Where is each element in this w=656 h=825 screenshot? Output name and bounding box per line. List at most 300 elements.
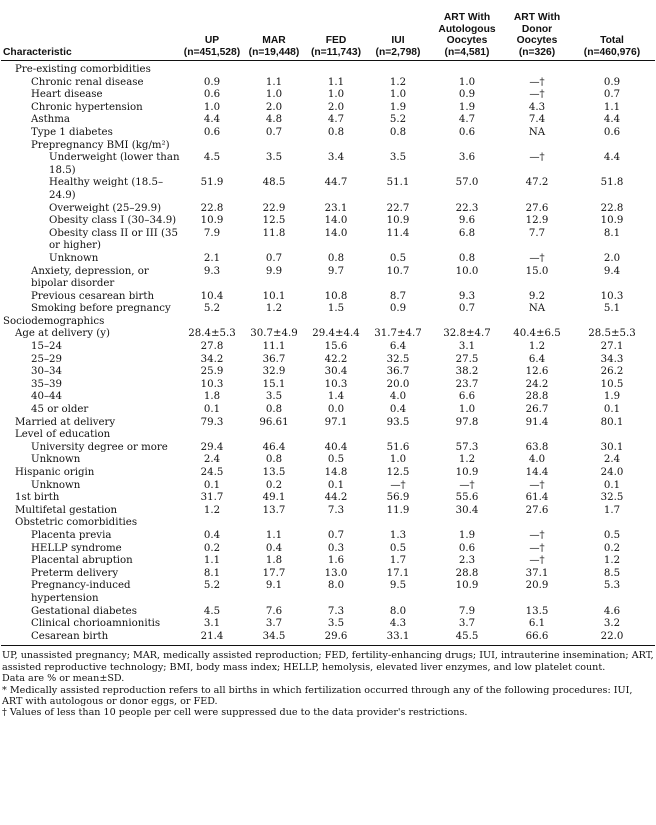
cell-mar	[243, 429, 305, 442]
cell-mar: 34.5	[262, 630, 286, 642]
table-row	[1, 530, 655, 543]
cell-total: 34.3	[600, 353, 624, 365]
cell-total: 30.1	[600, 441, 624, 453]
cell-iui: 8.7	[389, 290, 407, 302]
cell-iui: 0.5	[389, 252, 407, 264]
cell-up: 0.4	[203, 529, 221, 541]
table-row	[1, 454, 655, 467]
table-row	[1, 467, 655, 480]
cell-iui: 36.7	[386, 366, 410, 378]
table-row	[1, 568, 655, 581]
cell-iui: 4.0	[389, 391, 407, 403]
cell-art_donor	[505, 316, 569, 329]
cell-fed: 14.8	[324, 467, 348, 478]
cell-mar: 4.8	[265, 114, 283, 126]
row-label: Type 1 diabetes	[31, 126, 113, 138]
row-label: Heart disease	[31, 89, 103, 101]
cell-up	[181, 429, 243, 442]
cell-up: 34.2	[200, 353, 224, 365]
column-header-art_auto	[429, 0, 505, 61]
cell-mar: 10.1	[262, 290, 286, 302]
cell-up: 25.9	[200, 366, 224, 378]
cell-art_donor: 6.1	[528, 618, 546, 630]
cell-art_donor	[505, 140, 569, 153]
cell-fed: 7.3	[327, 605, 345, 617]
cell-total: 0.5	[603, 529, 621, 541]
table-row	[1, 391, 655, 404]
cell-art_donor: 47.2	[525, 177, 549, 189]
cell-up: 31.7	[200, 492, 224, 504]
cell-mar: 3.5	[265, 152, 283, 164]
row-label: 35–39	[31, 378, 63, 390]
table-row	[1, 253, 655, 266]
cell-mar: 0.7	[265, 126, 283, 138]
cell-art_donor: 6.4	[528, 353, 546, 365]
cell-art_auto: 45.5	[455, 630, 479, 642]
cell-iui: 5.2	[389, 114, 407, 126]
cell-art_donor: —†	[529, 542, 545, 554]
cell-mar: 3.7	[265, 618, 283, 630]
cell-art_auto: 57.0	[455, 177, 479, 189]
table-row	[1, 442, 655, 455]
cell-fed: 15.6	[324, 341, 348, 353]
cell-mar: 12.5	[262, 215, 286, 227]
column-header-label: FED	[325, 35, 347, 46]
column-header-art_donor	[505, 0, 569, 61]
cell-iui: 11.9	[386, 504, 410, 516]
column-header-n: (n=11,743)	[310, 46, 362, 58]
cell-up: 10.9	[200, 215, 224, 227]
cell-mar: 7.6	[265, 605, 283, 617]
cell-iui	[367, 61, 429, 77]
cell-art_donor	[505, 429, 569, 442]
cell-mar: 32.9	[262, 366, 286, 378]
cell-up: 27.8	[200, 341, 224, 353]
cell-art_donor: 27.6	[525, 202, 549, 214]
cell-mar: 3.5	[265, 391, 283, 403]
cell-art_auto: 38.2	[455, 366, 479, 378]
cell-up: 3.1	[203, 618, 221, 630]
cell-up: 4.4	[203, 114, 221, 126]
cell-fed: 8.0	[327, 580, 345, 592]
row-label: Married at delivery	[15, 416, 116, 428]
cell-art_auto	[429, 61, 505, 77]
cell-up: 10.4	[200, 290, 224, 302]
table-row	[1, 492, 655, 505]
cell-total: 0.7	[603, 89, 621, 101]
cell-fed: 44.7	[324, 177, 348, 189]
cell-fed: 3.4	[327, 152, 345, 164]
table-row	[1, 618, 655, 631]
cell-art_donor: 20.9	[525, 580, 549, 592]
cell-fed: 29.4±4.4	[312, 328, 360, 340]
cell-fed: 1.0	[327, 89, 345, 101]
row-label: Hispanic origin	[15, 467, 95, 478]
cell-fed	[305, 517, 367, 530]
row-label: Multifetal gestation	[15, 504, 118, 516]
cell-iui	[367, 429, 429, 442]
cell-fed: 0.8	[327, 252, 345, 264]
cell-mar: 0.7	[265, 252, 283, 264]
cell-iui: 0.4	[389, 404, 407, 416]
cell-fed	[305, 429, 367, 442]
cell-art_donor: 9.2	[528, 290, 546, 302]
cell-art_donor: 14.4	[525, 467, 549, 478]
cell-art_auto: 2.3	[458, 555, 476, 567]
table-row	[1, 102, 655, 115]
column-header-up	[181, 0, 243, 61]
cell-mar: 15.1	[262, 378, 286, 390]
row-label: Preterm delivery	[31, 567, 119, 579]
cell-iui: 17.1	[386, 567, 410, 579]
cell-iui: 32.5	[386, 353, 410, 365]
cell-mar: 13.5	[262, 467, 286, 478]
table-row	[1, 140, 655, 153]
cell-art_auto: 1.0	[458, 76, 476, 88]
characteristics-table	[1, 0, 655, 646]
row-label: Chronic hypertension	[31, 101, 143, 113]
cell-up: 8.1	[203, 567, 221, 579]
column-header-n: (n=326)	[518, 46, 556, 58]
table-row	[1, 114, 655, 127]
row-label: Pregnancy-induced hypertension	[31, 580, 131, 604]
table-row	[1, 215, 655, 228]
row-label: 40–44	[31, 391, 63, 403]
cell-iui: 1.3	[389, 529, 407, 541]
row-label: University degree or more	[31, 441, 168, 453]
row-label: Clinical chorioamnionitis	[31, 618, 161, 630]
row-label: Anxiety, depression, or bipolar disorder	[31, 265, 149, 290]
row-label: Obesity class I (30–34.9)	[49, 215, 177, 227]
cell-total: 1.9	[603, 391, 621, 403]
cell-total: 0.2	[603, 542, 621, 554]
column-header-label: ART With Autologous Oocytes	[438, 12, 496, 46]
table-row	[1, 505, 655, 518]
cell-iui: 1.7	[389, 555, 407, 567]
footnote: * Medically assisted reproduction refers to all births in which fertilization occurred through any of the following procedures: IUI, ART with autologous or donor eggs, or FED.	[2, 684, 633, 707]
cell-iui	[367, 517, 429, 530]
table-row	[1, 480, 655, 493]
cell-mar: 9.9	[265, 265, 283, 277]
column-header-fed	[305, 0, 367, 61]
cell-art_donor: 7.7	[528, 227, 546, 239]
table-row	[1, 555, 655, 568]
cell-fed: 1.5	[327, 303, 345, 315]
cell-up: 4.5	[203, 605, 221, 617]
table-row	[1, 291, 655, 304]
row-label: 15–24	[31, 341, 63, 353]
cell-fed: 14.0	[324, 215, 348, 227]
cell-iui: 8.0	[389, 605, 407, 617]
footnote: † Values of less than 10 people per cell were suppressed due to the data provider's restrictions.	[2, 707, 468, 719]
cell-mar: 49.1	[262, 492, 286, 504]
cell-fed	[305, 140, 367, 153]
row-label: HELLP syndrome	[31, 542, 122, 554]
cell-iui: 20.0	[386, 378, 410, 390]
cell-fed: 1.6	[327, 555, 345, 567]
cell-art_auto: 10.9	[455, 580, 479, 592]
table-row	[1, 379, 655, 392]
cell-iui: 1.9	[389, 101, 407, 113]
cell-art_auto: 23.7	[455, 378, 479, 390]
cell-art_auto	[429, 429, 505, 442]
table-header-row	[1, 0, 655, 61]
cell-total: 4.4	[603, 152, 621, 164]
cell-art_auto	[429, 140, 505, 153]
cell-fed: 40.4	[324, 441, 348, 453]
cell-art_auto: 27.5	[455, 353, 479, 365]
cell-fed: 2.0	[327, 101, 345, 113]
cell-mar: 1.2	[265, 303, 283, 315]
cell-fed: 0.1	[327, 479, 345, 491]
cell-art_donor: 15.0	[525, 265, 549, 277]
cell-art_donor: 40.4±6.5	[513, 328, 561, 340]
row-label: 30–34	[31, 366, 63, 378]
cell-art_auto: 1.0	[458, 404, 476, 416]
cell-mar: 2.0	[265, 101, 283, 113]
cell-fed: 42.2	[324, 353, 348, 365]
cell-art_auto: —†	[459, 479, 475, 491]
cell-total	[569, 517, 655, 530]
cell-fed: 0.8	[327, 126, 345, 138]
cell-total: 8.5	[603, 567, 621, 579]
column-header-n: (n=4,581)	[444, 46, 490, 58]
cell-total: 51.8	[600, 177, 624, 189]
cell-total: 24.0	[600, 467, 624, 478]
cell-art_auto: 9.3	[458, 290, 476, 302]
cell-mar	[243, 140, 305, 153]
column-header-label: UP	[204, 35, 220, 46]
cell-art_donor: NA	[528, 126, 546, 138]
cell-total: 3.2	[603, 618, 621, 630]
cell-fed: 14.0	[324, 227, 348, 239]
table-row	[1, 61, 655, 77]
cell-art_donor: —†	[529, 479, 545, 491]
cell-art_donor: 26.7	[525, 404, 549, 416]
cell-iui: 51.1	[386, 177, 410, 189]
cell-art_auto	[429, 517, 505, 530]
cell-mar: 17.7	[262, 567, 286, 579]
row-label: Prepregnancy BMI (kg/m²)	[31, 139, 170, 151]
cell-fed: 29.6	[324, 630, 348, 642]
cell-art_auto: 97.8	[455, 416, 479, 428]
cell-fed: 4.7	[327, 114, 345, 126]
cell-total: 2.0	[603, 252, 621, 264]
cell-art_donor: 28.8	[525, 391, 549, 403]
row-label: Overweight (25–29.9)	[49, 202, 162, 214]
cell-up: 5.2	[203, 580, 221, 592]
cell-up: 4.5	[203, 152, 221, 164]
cell-up: 0.6	[203, 89, 221, 101]
cell-total: 9.4	[603, 265, 621, 277]
cell-art_donor: 66.6	[525, 630, 549, 642]
table-row	[1, 341, 655, 354]
cell-total: 0.1	[603, 479, 621, 491]
cell-art_donor: NA	[528, 303, 546, 315]
cell-iui: 6.4	[389, 341, 407, 353]
cell-mar: 46.4	[262, 441, 286, 453]
cell-art_auto: 1.2	[458, 454, 476, 466]
table-row	[1, 543, 655, 556]
cell-mar: 1.8	[265, 555, 283, 567]
cell-mar	[243, 517, 305, 530]
cell-art_donor: 91.4	[525, 416, 549, 428]
cell-art_auto: 22.3	[455, 202, 479, 214]
cell-art_auto: 3.6	[458, 152, 476, 164]
row-label: Asthma	[31, 114, 70, 126]
cell-iui: 10.7	[386, 265, 410, 277]
cell-up: 2.1	[203, 252, 221, 264]
cell-iui: 11.4	[386, 227, 410, 239]
cell-iui: 22.7	[386, 202, 410, 214]
cell-up: 1.2	[203, 504, 221, 516]
cell-art_auto: 6.8	[458, 227, 476, 239]
row-label: Age at delivery (y)	[15, 328, 110, 340]
cell-total: 0.1	[603, 404, 621, 416]
row-label: Unknown	[31, 479, 81, 491]
table-row	[1, 127, 655, 140]
table-row	[1, 354, 655, 367]
cell-up: 0.6	[203, 126, 221, 138]
cell-up: 5.2	[203, 303, 221, 315]
row-label: Obesity class II or III (35 or higher)	[49, 227, 178, 252]
cell-total: 10.5	[600, 378, 624, 390]
cell-total: 27.1	[600, 341, 624, 353]
cell-total: 5.3	[603, 580, 621, 592]
column-header-total	[569, 0, 655, 61]
table-row	[1, 328, 655, 341]
cell-art_auto: 0.6	[458, 542, 476, 554]
cell-art_auto: 30.4	[455, 504, 479, 516]
cell-up: 29.4	[200, 441, 224, 453]
cell-iui: 1.0	[389, 454, 407, 466]
cell-art_donor: 4.3	[528, 101, 546, 113]
cell-art_donor: —†	[529, 529, 545, 541]
column-header-label: MAR	[262, 35, 286, 46]
cell-fed: 0.3	[327, 542, 345, 554]
cell-up: 24.5	[200, 467, 224, 478]
cell-art_donor: 12.6	[525, 366, 549, 378]
cell-art_auto: 3.7	[458, 618, 476, 630]
cell-total: 0.6	[603, 126, 621, 138]
cell-iui: 0.9	[389, 303, 407, 315]
cell-total: 4.6	[603, 605, 621, 617]
cell-iui: 31.7±4.7	[374, 328, 422, 340]
row-label: Placental abruption	[31, 555, 133, 567]
cell-fed: 0.0	[327, 404, 345, 416]
cell-up	[181, 61, 243, 77]
cell-iui: 0.5	[389, 542, 407, 554]
column-header-iui	[367, 0, 429, 61]
cell-mar: 11.8	[262, 227, 286, 239]
row-label: Cesarean birth	[31, 630, 109, 642]
table-body	[1, 61, 655, 646]
table-row	[1, 417, 655, 430]
cell-mar: 0.2	[265, 479, 283, 491]
cell-total: 28.5±5.3	[588, 328, 636, 340]
cell-fed: 10.8	[324, 290, 348, 302]
cell-mar: 30.7±4.9	[250, 328, 298, 340]
cell-art_auto: 55.6	[455, 492, 479, 504]
cell-art_donor: 1.2	[528, 341, 546, 353]
row-label: Previous cesarean birth	[31, 290, 155, 302]
cell-iui: 93.5	[386, 416, 410, 428]
cell-mar: 9.1	[265, 580, 283, 592]
footnote: UP, unassisted pregnancy; MAR, medically assisted reproduction; FED, fertility-enhancing drugs; IUI, intrauterine insemination; ART, assisted reproductive technology; BMI, body mass index; HELLP, hemolysis, elevated liver enzymes, and low platelet count.	[2, 650, 654, 673]
cell-art_auto: 0.6	[458, 126, 476, 138]
cell-mar: 1.0	[265, 89, 283, 101]
column-header-label: Total	[600, 35, 624, 46]
cell-iui: —†	[390, 479, 406, 491]
cell-fed: 7.3	[327, 504, 345, 516]
cell-up: 1.8	[203, 391, 221, 403]
cell-up: 51.9	[200, 177, 224, 189]
cell-up: 22.8	[200, 202, 224, 214]
cell-art_donor: 61.4	[525, 492, 549, 504]
cell-art_auto: 3.1	[458, 341, 476, 353]
row-label: Unknown	[31, 454, 81, 466]
row-label: 45 or older	[31, 404, 89, 416]
cell-iui: 1.2	[389, 76, 407, 88]
cell-fed	[305, 316, 367, 329]
cell-total: 2.4	[603, 454, 621, 466]
cell-art_donor: 4.0	[528, 454, 546, 466]
cell-mar: 0.8	[265, 404, 283, 416]
footnote: Data are % or mean±SD.	[2, 673, 125, 685]
cell-fed: 1.4	[327, 391, 345, 403]
cell-fed: 97.1	[324, 416, 348, 428]
cell-art_auto: 28.8	[455, 567, 479, 579]
cell-art_donor: —†	[529, 252, 545, 264]
cell-fed: 30.4	[324, 366, 348, 378]
cell-up: 79.3	[200, 416, 224, 428]
cell-art_donor: —†	[529, 89, 545, 101]
cell-art_donor: 37.1	[525, 567, 549, 579]
row-label: Level of education	[15, 429, 111, 441]
cell-art_auto: 4.7	[458, 114, 476, 126]
column-header-label: Characteristic	[3, 46, 72, 58]
cell-total: 8.1	[603, 227, 621, 239]
cell-fed: 0.7	[327, 529, 345, 541]
cell-art_donor: 12.9	[525, 215, 549, 227]
cell-fed: 9.7	[327, 265, 345, 277]
cell-mar: 11.1	[262, 341, 286, 353]
row-label: Chronic renal disease	[31, 76, 144, 88]
cell-art_donor: 24.2	[525, 378, 549, 390]
cell-art_donor: —†	[529, 555, 545, 567]
cell-art_donor: 7.4	[528, 114, 546, 126]
cell-art_auto: 0.8	[458, 252, 476, 264]
table-row	[1, 316, 655, 329]
cell-mar: 0.8	[265, 454, 283, 466]
cell-up: 0.2	[203, 542, 221, 554]
cell-up	[181, 140, 243, 153]
row-label: Pre-existing comorbidities	[15, 64, 151, 75]
cell-art_auto: 32.8±4.7	[443, 328, 491, 340]
cell-up: 7.9	[203, 227, 221, 239]
column-header-label: ART With Donor Oocytes	[513, 12, 561, 46]
table-row	[1, 580, 655, 605]
cell-art_donor: —†	[529, 152, 545, 164]
cell-iui: 4.3	[389, 618, 407, 630]
table-row	[1, 404, 655, 417]
cell-fed: 0.5	[327, 454, 345, 466]
cell-up: 10.3	[200, 378, 224, 390]
column-header-label: IUI	[391, 35, 405, 46]
cell-up: 0.1	[203, 404, 221, 416]
table-footnotes	[2, 650, 654, 718]
cell-total: 10.9	[600, 215, 624, 227]
